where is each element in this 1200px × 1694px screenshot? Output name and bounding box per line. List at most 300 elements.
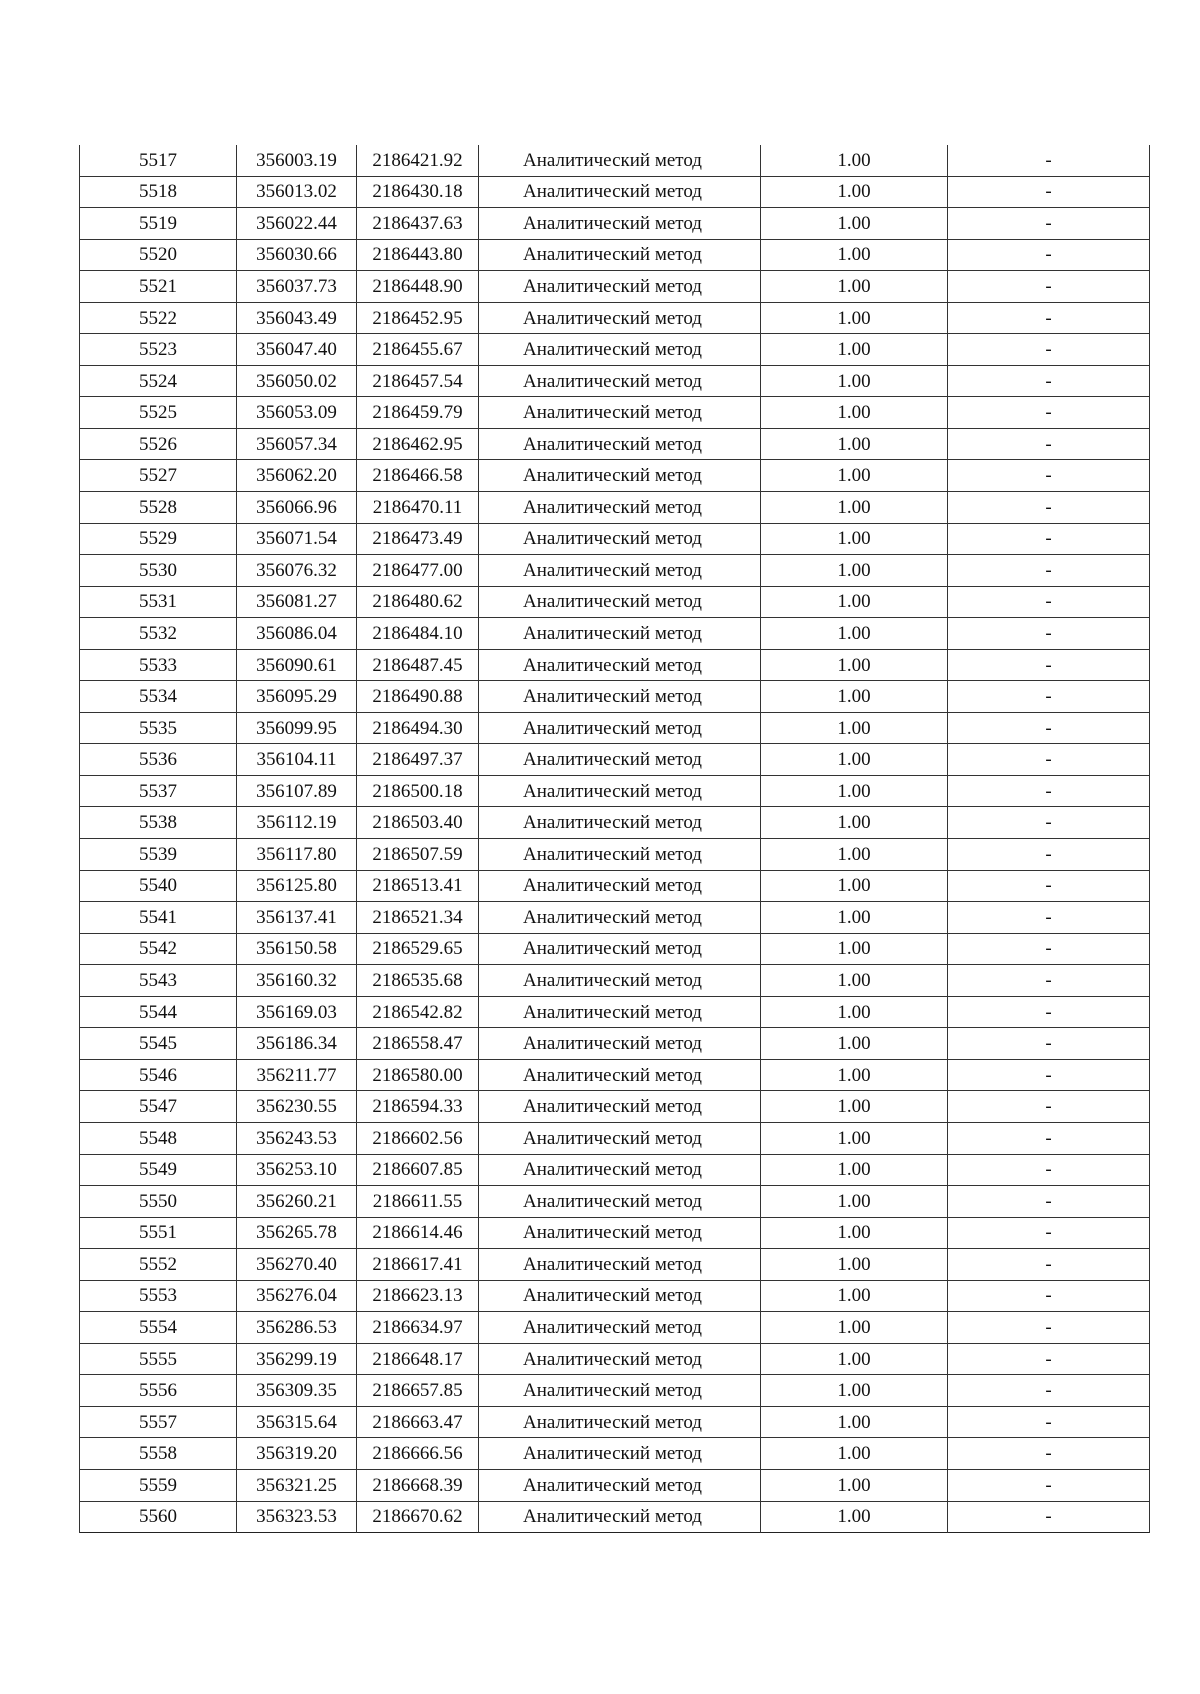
y-coordinate-cell: 2186648.17	[357, 1343, 479, 1375]
point-number-cell: 5523	[80, 334, 237, 366]
y-coordinate-cell: 2186670.62	[357, 1501, 479, 1533]
description-cell: -	[948, 870, 1150, 902]
y-coordinate-cell: 2186623.13	[357, 1280, 479, 1312]
description-cell: -	[948, 1406, 1150, 1438]
x-coordinate-cell: 356104.11	[237, 744, 357, 776]
y-coordinate-cell: 2186521.34	[357, 902, 479, 934]
y-coordinate-cell: 2186602.56	[357, 1122, 479, 1154]
coordinates-table-body	[80, 145, 1150, 1533]
y-coordinate-cell: 2186663.47	[357, 1406, 479, 1438]
method-cell: Аналитический метод	[479, 586, 761, 618]
x-coordinate-cell: 356037.73	[237, 271, 357, 303]
accuracy-cell: 1.00	[761, 1249, 948, 1281]
table-row	[80, 1122, 1150, 1154]
description-cell: -	[948, 1375, 1150, 1407]
description-cell: -	[948, 555, 1150, 587]
point-number-cell: 5518	[80, 176, 237, 208]
description-cell: -	[948, 1059, 1150, 1091]
method-cell: Аналитический метод	[479, 996, 761, 1028]
table-row	[80, 649, 1150, 681]
point-number-cell: 5559	[80, 1469, 237, 1501]
y-coordinate-cell: 2186535.68	[357, 965, 479, 997]
method-cell: Аналитический метод	[479, 208, 761, 240]
accuracy-cell: 1.00	[761, 239, 948, 271]
x-coordinate-cell: 356315.64	[237, 1406, 357, 1438]
accuracy-cell: 1.00	[761, 807, 948, 839]
accuracy-cell: 1.00	[761, 712, 948, 744]
method-cell: Аналитический метод	[479, 1186, 761, 1218]
y-coordinate-cell: 2186529.65	[357, 933, 479, 965]
accuracy-cell: 1.00	[761, 1154, 948, 1186]
point-number-cell: 5525	[80, 397, 237, 429]
x-coordinate-cell: 356081.27	[237, 586, 357, 618]
method-cell: Аналитический метод	[479, 492, 761, 524]
x-coordinate-cell: 356137.41	[237, 902, 357, 934]
point-number-cell: 5553	[80, 1280, 237, 1312]
method-cell: Аналитический метод	[479, 618, 761, 650]
table-row	[80, 1312, 1150, 1344]
method-cell: Аналитический метод	[479, 176, 761, 208]
method-cell: Аналитический метод	[479, 1280, 761, 1312]
y-coordinate-cell: 2186459.79	[357, 397, 479, 429]
point-number-cell: 5528	[80, 492, 237, 524]
x-coordinate-cell: 356112.19	[237, 807, 357, 839]
accuracy-cell: 1.00	[761, 1122, 948, 1154]
table-row	[80, 1343, 1150, 1375]
point-number-cell: 5550	[80, 1186, 237, 1218]
description-cell: -	[948, 1028, 1150, 1060]
accuracy-cell: 1.00	[761, 1469, 948, 1501]
y-coordinate-cell: 2186507.59	[357, 839, 479, 871]
accuracy-cell: 1.00	[761, 208, 948, 240]
accuracy-cell: 1.00	[761, 1059, 948, 1091]
method-cell: Аналитический метод	[479, 965, 761, 997]
accuracy-cell: 1.00	[761, 334, 948, 366]
accuracy-cell: 1.00	[761, 1028, 948, 1060]
point-number-cell: 5557	[80, 1406, 237, 1438]
point-number-cell: 5547	[80, 1091, 237, 1123]
accuracy-cell: 1.00	[761, 870, 948, 902]
method-cell: Аналитический метод	[479, 1154, 761, 1186]
point-number-cell: 5524	[80, 365, 237, 397]
description-cell: -	[948, 1469, 1150, 1501]
description-cell: -	[948, 492, 1150, 524]
table-row	[80, 1469, 1150, 1501]
description-cell: -	[948, 712, 1150, 744]
x-coordinate-cell: 356150.58	[237, 933, 357, 965]
accuracy-cell: 1.00	[761, 839, 948, 871]
y-coordinate-cell: 2186487.45	[357, 649, 479, 681]
method-cell: Аналитический метод	[479, 902, 761, 934]
method-cell: Аналитический метод	[479, 145, 761, 176]
x-coordinate-cell: 356260.21	[237, 1186, 357, 1218]
description-cell: -	[948, 1091, 1150, 1123]
point-number-cell: 5546	[80, 1059, 237, 1091]
point-number-cell: 5520	[80, 239, 237, 271]
description-cell: -	[948, 334, 1150, 366]
point-number-cell: 5542	[80, 933, 237, 965]
table-row	[80, 1217, 1150, 1249]
method-cell: Аналитический метод	[479, 1312, 761, 1344]
table-row	[80, 839, 1150, 871]
accuracy-cell: 1.00	[761, 1186, 948, 1218]
accuracy-cell: 1.00	[761, 176, 948, 208]
table-row	[80, 1406, 1150, 1438]
method-cell: Аналитический метод	[479, 1059, 761, 1091]
accuracy-cell: 1.00	[761, 902, 948, 934]
y-coordinate-cell: 2186558.47	[357, 1028, 479, 1060]
point-number-cell: 5545	[80, 1028, 237, 1060]
method-cell: Аналитический метод	[479, 1501, 761, 1533]
point-number-cell: 5526	[80, 428, 237, 460]
x-coordinate-cell: 356243.53	[237, 1122, 357, 1154]
y-coordinate-cell: 2186617.41	[357, 1249, 479, 1281]
method-cell: Аналитический метод	[479, 1122, 761, 1154]
accuracy-cell: 1.00	[761, 460, 948, 492]
method-cell: Аналитический метод	[479, 365, 761, 397]
x-coordinate-cell: 356286.53	[237, 1312, 357, 1344]
x-coordinate-cell: 356013.02	[237, 176, 357, 208]
point-number-cell: 5538	[80, 807, 237, 839]
description-cell: -	[948, 523, 1150, 555]
x-coordinate-cell: 356022.44	[237, 208, 357, 240]
method-cell: Аналитический метод	[479, 839, 761, 871]
description-cell: -	[948, 176, 1150, 208]
accuracy-cell: 1.00	[761, 555, 948, 587]
y-coordinate-cell: 2186497.37	[357, 744, 479, 776]
accuracy-cell: 1.00	[761, 996, 948, 1028]
point-number-cell: 5551	[80, 1217, 237, 1249]
y-coordinate-cell: 2186462.95	[357, 428, 479, 460]
accuracy-cell: 1.00	[761, 1091, 948, 1123]
accuracy-cell: 1.00	[761, 302, 948, 334]
x-coordinate-cell: 356095.29	[237, 681, 357, 713]
y-coordinate-cell: 2186457.54	[357, 365, 479, 397]
description-cell: -	[948, 1186, 1150, 1218]
table-row	[80, 523, 1150, 555]
table-row	[80, 1280, 1150, 1312]
accuracy-cell: 1.00	[761, 1375, 948, 1407]
method-cell: Аналитический метод	[479, 334, 761, 366]
point-number-cell: 5517	[80, 145, 237, 176]
y-coordinate-cell: 2186470.11	[357, 492, 479, 524]
description-cell: -	[948, 649, 1150, 681]
table-row	[80, 555, 1150, 587]
description-cell: -	[948, 902, 1150, 934]
method-cell: Аналитический метод	[479, 1091, 761, 1123]
point-number-cell: 5543	[80, 965, 237, 997]
point-number-cell: 5540	[80, 870, 237, 902]
x-coordinate-cell: 356076.32	[237, 555, 357, 587]
description-cell: -	[948, 775, 1150, 807]
description-cell: -	[948, 145, 1150, 176]
description-cell: -	[948, 996, 1150, 1028]
point-number-cell: 5534	[80, 681, 237, 713]
method-cell: Аналитический метод	[479, 807, 761, 839]
point-number-cell: 5539	[80, 839, 237, 871]
accuracy-cell: 1.00	[761, 1501, 948, 1533]
description-cell: -	[948, 271, 1150, 303]
table-row	[80, 618, 1150, 650]
description-cell: -	[948, 1343, 1150, 1375]
table-row	[80, 996, 1150, 1028]
table-row	[80, 870, 1150, 902]
description-cell: -	[948, 681, 1150, 713]
accuracy-cell: 1.00	[761, 145, 948, 176]
description-cell: -	[948, 1280, 1150, 1312]
y-coordinate-cell: 2186455.67	[357, 334, 479, 366]
accuracy-cell: 1.00	[761, 744, 948, 776]
table-row	[80, 271, 1150, 303]
table-row	[80, 807, 1150, 839]
x-coordinate-cell: 356057.34	[237, 428, 357, 460]
x-coordinate-cell: 356071.54	[237, 523, 357, 555]
y-coordinate-cell: 2186437.63	[357, 208, 479, 240]
table-row	[80, 1028, 1150, 1060]
x-coordinate-cell: 356169.03	[237, 996, 357, 1028]
table-row	[80, 744, 1150, 776]
y-coordinate-cell: 2186421.92	[357, 145, 479, 176]
y-coordinate-cell: 2186614.46	[357, 1217, 479, 1249]
description-cell: -	[948, 1154, 1150, 1186]
x-coordinate-cell: 356276.04	[237, 1280, 357, 1312]
x-coordinate-cell: 356265.78	[237, 1217, 357, 1249]
x-coordinate-cell: 356062.20	[237, 460, 357, 492]
y-coordinate-cell: 2186657.85	[357, 1375, 479, 1407]
x-coordinate-cell: 356090.61	[237, 649, 357, 681]
description-cell: -	[948, 933, 1150, 965]
x-coordinate-cell: 356186.34	[237, 1028, 357, 1060]
description-cell: -	[948, 365, 1150, 397]
accuracy-cell: 1.00	[761, 1280, 948, 1312]
description-cell: -	[948, 460, 1150, 492]
x-coordinate-cell: 356253.10	[237, 1154, 357, 1186]
method-cell: Аналитический метод	[479, 649, 761, 681]
method-cell: Аналитический метод	[479, 870, 761, 902]
x-coordinate-cell: 356086.04	[237, 618, 357, 650]
y-coordinate-cell: 2186634.97	[357, 1312, 479, 1344]
point-number-cell: 5560	[80, 1501, 237, 1533]
x-coordinate-cell: 356030.66	[237, 239, 357, 271]
y-coordinate-cell: 2186484.10	[357, 618, 479, 650]
point-number-cell: 5519	[80, 208, 237, 240]
description-cell: -	[948, 1217, 1150, 1249]
table-row	[80, 681, 1150, 713]
x-coordinate-cell: 356125.80	[237, 870, 357, 902]
accuracy-cell: 1.00	[761, 1406, 948, 1438]
accuracy-cell: 1.00	[761, 933, 948, 965]
point-number-cell: 5552	[80, 1249, 237, 1281]
method-cell: Аналитический метод	[479, 712, 761, 744]
y-coordinate-cell: 2186473.49	[357, 523, 479, 555]
accuracy-cell: 1.00	[761, 1217, 948, 1249]
point-number-cell: 5535	[80, 712, 237, 744]
accuracy-cell: 1.00	[761, 681, 948, 713]
y-coordinate-cell: 2186580.00	[357, 1059, 479, 1091]
description-cell: -	[948, 744, 1150, 776]
description-cell: -	[948, 1312, 1150, 1344]
description-cell: -	[948, 302, 1150, 334]
method-cell: Аналитический метод	[479, 1438, 761, 1470]
description-cell: -	[948, 239, 1150, 271]
accuracy-cell: 1.00	[761, 649, 948, 681]
table-row	[80, 365, 1150, 397]
table-row	[80, 1186, 1150, 1218]
description-cell: -	[948, 586, 1150, 618]
y-coordinate-cell: 2186500.18	[357, 775, 479, 807]
x-coordinate-cell: 356319.20	[237, 1438, 357, 1470]
method-cell: Аналитический метод	[479, 1249, 761, 1281]
method-cell: Аналитический метод	[479, 744, 761, 776]
point-number-cell: 5527	[80, 460, 237, 492]
y-coordinate-cell: 2186607.85	[357, 1154, 479, 1186]
description-cell: -	[948, 1122, 1150, 1154]
point-number-cell: 5531	[80, 586, 237, 618]
table-row	[80, 712, 1150, 744]
description-cell: -	[948, 807, 1150, 839]
table-row	[80, 965, 1150, 997]
description-cell: -	[948, 1249, 1150, 1281]
description-cell: -	[948, 208, 1150, 240]
x-coordinate-cell: 356053.09	[237, 397, 357, 429]
table-row	[80, 1501, 1150, 1533]
y-coordinate-cell: 2186611.55	[357, 1186, 479, 1218]
description-cell: -	[948, 1438, 1150, 1470]
table-row	[80, 1091, 1150, 1123]
table-row	[80, 239, 1150, 271]
point-number-cell: 5537	[80, 775, 237, 807]
method-cell: Аналитический метод	[479, 271, 761, 303]
accuracy-cell: 1.00	[761, 492, 948, 524]
point-number-cell: 5549	[80, 1154, 237, 1186]
x-coordinate-cell: 356160.32	[237, 965, 357, 997]
accuracy-cell: 1.00	[761, 523, 948, 555]
y-coordinate-cell: 2186503.40	[357, 807, 479, 839]
accuracy-cell: 1.00	[761, 775, 948, 807]
y-coordinate-cell: 2186466.58	[357, 460, 479, 492]
x-coordinate-cell: 356066.96	[237, 492, 357, 524]
point-number-cell: 5521	[80, 271, 237, 303]
table-row	[80, 1154, 1150, 1186]
accuracy-cell: 1.00	[761, 271, 948, 303]
method-cell: Аналитический метод	[479, 397, 761, 429]
accuracy-cell: 1.00	[761, 365, 948, 397]
point-number-cell: 5541	[80, 902, 237, 934]
method-cell: Аналитический метод	[479, 775, 761, 807]
table-row	[80, 492, 1150, 524]
x-coordinate-cell: 356323.53	[237, 1501, 357, 1533]
accuracy-cell: 1.00	[761, 397, 948, 429]
point-number-cell: 5530	[80, 555, 237, 587]
point-number-cell: 5555	[80, 1343, 237, 1375]
point-number-cell: 5529	[80, 523, 237, 555]
method-cell: Аналитический метод	[479, 1406, 761, 1438]
y-coordinate-cell: 2186452.95	[357, 302, 479, 334]
description-cell: -	[948, 428, 1150, 460]
table-row	[80, 775, 1150, 807]
method-cell: Аналитический метод	[479, 523, 761, 555]
x-coordinate-cell: 356107.89	[237, 775, 357, 807]
accuracy-cell: 1.00	[761, 428, 948, 460]
table-row	[80, 933, 1150, 965]
accuracy-cell: 1.00	[761, 1438, 948, 1470]
table-row	[80, 145, 1150, 176]
point-number-cell: 5556	[80, 1375, 237, 1407]
y-coordinate-cell: 2186490.88	[357, 681, 479, 713]
method-cell: Аналитический метод	[479, 239, 761, 271]
table-row	[80, 902, 1150, 934]
y-coordinate-cell: 2186542.82	[357, 996, 479, 1028]
table-row	[80, 302, 1150, 334]
x-coordinate-cell: 356050.02	[237, 365, 357, 397]
y-coordinate-cell: 2186477.00	[357, 555, 479, 587]
x-coordinate-cell: 356043.49	[237, 302, 357, 334]
x-coordinate-cell: 356299.19	[237, 1343, 357, 1375]
method-cell: Аналитический метод	[479, 1217, 761, 1249]
x-coordinate-cell: 356003.19	[237, 145, 357, 176]
point-number-cell: 5544	[80, 996, 237, 1028]
point-number-cell: 5532	[80, 618, 237, 650]
accuracy-cell: 1.00	[761, 965, 948, 997]
point-number-cell: 5548	[80, 1122, 237, 1154]
point-number-cell: 5554	[80, 1312, 237, 1344]
accuracy-cell: 1.00	[761, 1343, 948, 1375]
method-cell: Аналитический метод	[479, 933, 761, 965]
x-coordinate-cell: 356117.80	[237, 839, 357, 871]
accuracy-cell: 1.00	[761, 586, 948, 618]
table-row	[80, 397, 1150, 429]
description-cell: -	[948, 397, 1150, 429]
y-coordinate-cell: 2186668.39	[357, 1469, 479, 1501]
method-cell: Аналитический метод	[479, 1469, 761, 1501]
x-coordinate-cell: 356321.25	[237, 1469, 357, 1501]
point-number-cell: 5522	[80, 302, 237, 334]
y-coordinate-cell: 2186448.90	[357, 271, 479, 303]
table-row	[80, 208, 1150, 240]
y-coordinate-cell: 2186666.56	[357, 1438, 479, 1470]
coordinates-table	[79, 145, 1150, 1533]
method-cell: Аналитический метод	[479, 1343, 761, 1375]
table-row	[80, 428, 1150, 460]
table-row	[80, 334, 1150, 366]
method-cell: Аналитический метод	[479, 1028, 761, 1060]
table-row	[80, 1375, 1150, 1407]
table-row	[80, 586, 1150, 618]
y-coordinate-cell: 2186480.62	[357, 586, 479, 618]
table-row	[80, 1249, 1150, 1281]
method-cell: Аналитический метод	[479, 428, 761, 460]
description-cell: -	[948, 618, 1150, 650]
x-coordinate-cell: 356211.77	[237, 1059, 357, 1091]
x-coordinate-cell: 356309.35	[237, 1375, 357, 1407]
y-coordinate-cell: 2186443.80	[357, 239, 479, 271]
description-cell: -	[948, 839, 1150, 871]
table-row	[80, 1438, 1150, 1470]
x-coordinate-cell: 356270.40	[237, 1249, 357, 1281]
table-row	[80, 176, 1150, 208]
table-row	[80, 460, 1150, 492]
y-coordinate-cell: 2186513.41	[357, 870, 479, 902]
accuracy-cell: 1.00	[761, 1312, 948, 1344]
x-coordinate-cell: 356099.95	[237, 712, 357, 744]
x-coordinate-cell: 356047.40	[237, 334, 357, 366]
method-cell: Аналитический метод	[479, 681, 761, 713]
point-number-cell: 5558	[80, 1438, 237, 1470]
table-row	[80, 1059, 1150, 1091]
y-coordinate-cell: 2186430.18	[357, 176, 479, 208]
y-coordinate-cell: 2186594.33	[357, 1091, 479, 1123]
method-cell: Аналитический метод	[479, 1375, 761, 1407]
